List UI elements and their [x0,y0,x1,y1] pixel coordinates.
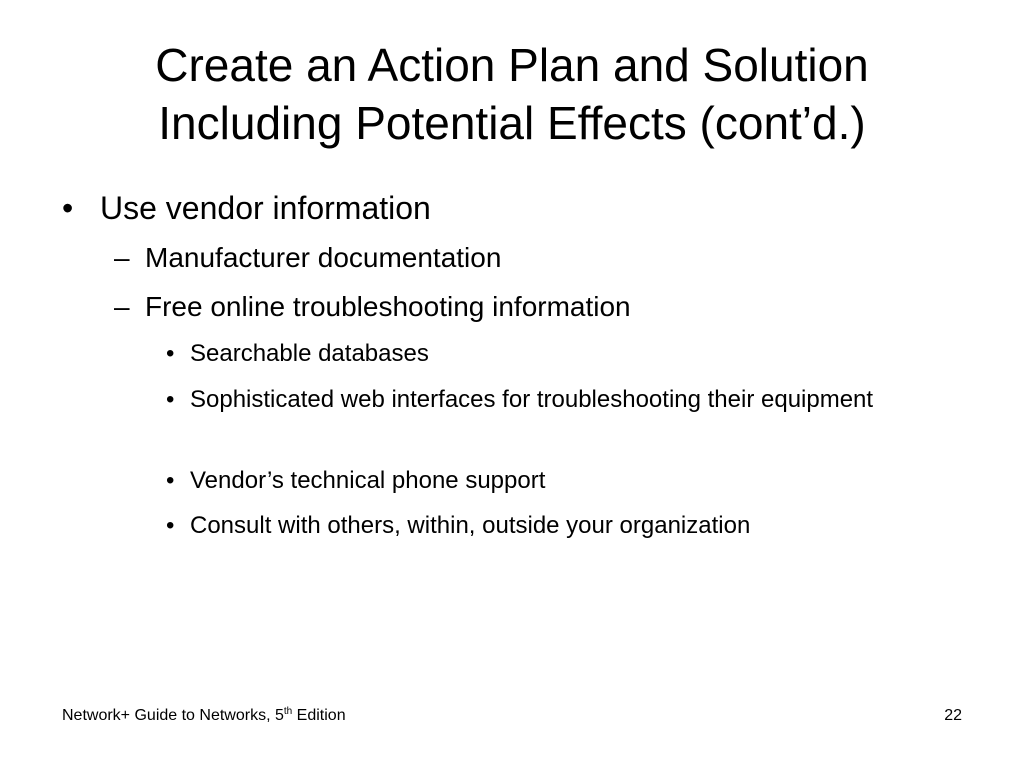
footer-book-title [62,706,346,726]
slide-title-line-1: Create an Action Plan and Solution [155,39,869,91]
bullet-marker: • [166,340,175,367]
dash-marker: – [114,242,130,273]
sub-sub-bullet-text: Vendor’s technical phone support [190,467,546,494]
bullet-marker: • [166,386,175,413]
footer-book-prefix: Network+ Guide to Networks, 5 [62,707,284,724]
slide-title-line-2: Including Potential Effects (cont’d.) [158,97,866,149]
sub-bullet-text: Manufacturer documentation [145,242,502,273]
bullet-marker: • [166,467,175,494]
bullet-marker: • [62,190,74,226]
page-number: 22 [944,707,962,724]
bullet-marker: • [166,512,175,539]
dash-marker: – [114,291,130,322]
sub-sub-bullet-text: Searchable databases [190,340,429,367]
bullet-text: Use vendor information [100,190,431,226]
sub-sub-bullet-text: Consult with others, within, outside your organization [190,512,751,539]
sub-bullet-text: Free online troubleshooting information [145,291,631,322]
footer-edition-superscript: th [283,706,293,717]
footer-edition-suffix: Edition [292,707,346,724]
sub-sub-bullet-text: Sophisticated web interfaces for troubleshooting their equipment [190,386,874,413]
slide-title [0,36,1024,152]
